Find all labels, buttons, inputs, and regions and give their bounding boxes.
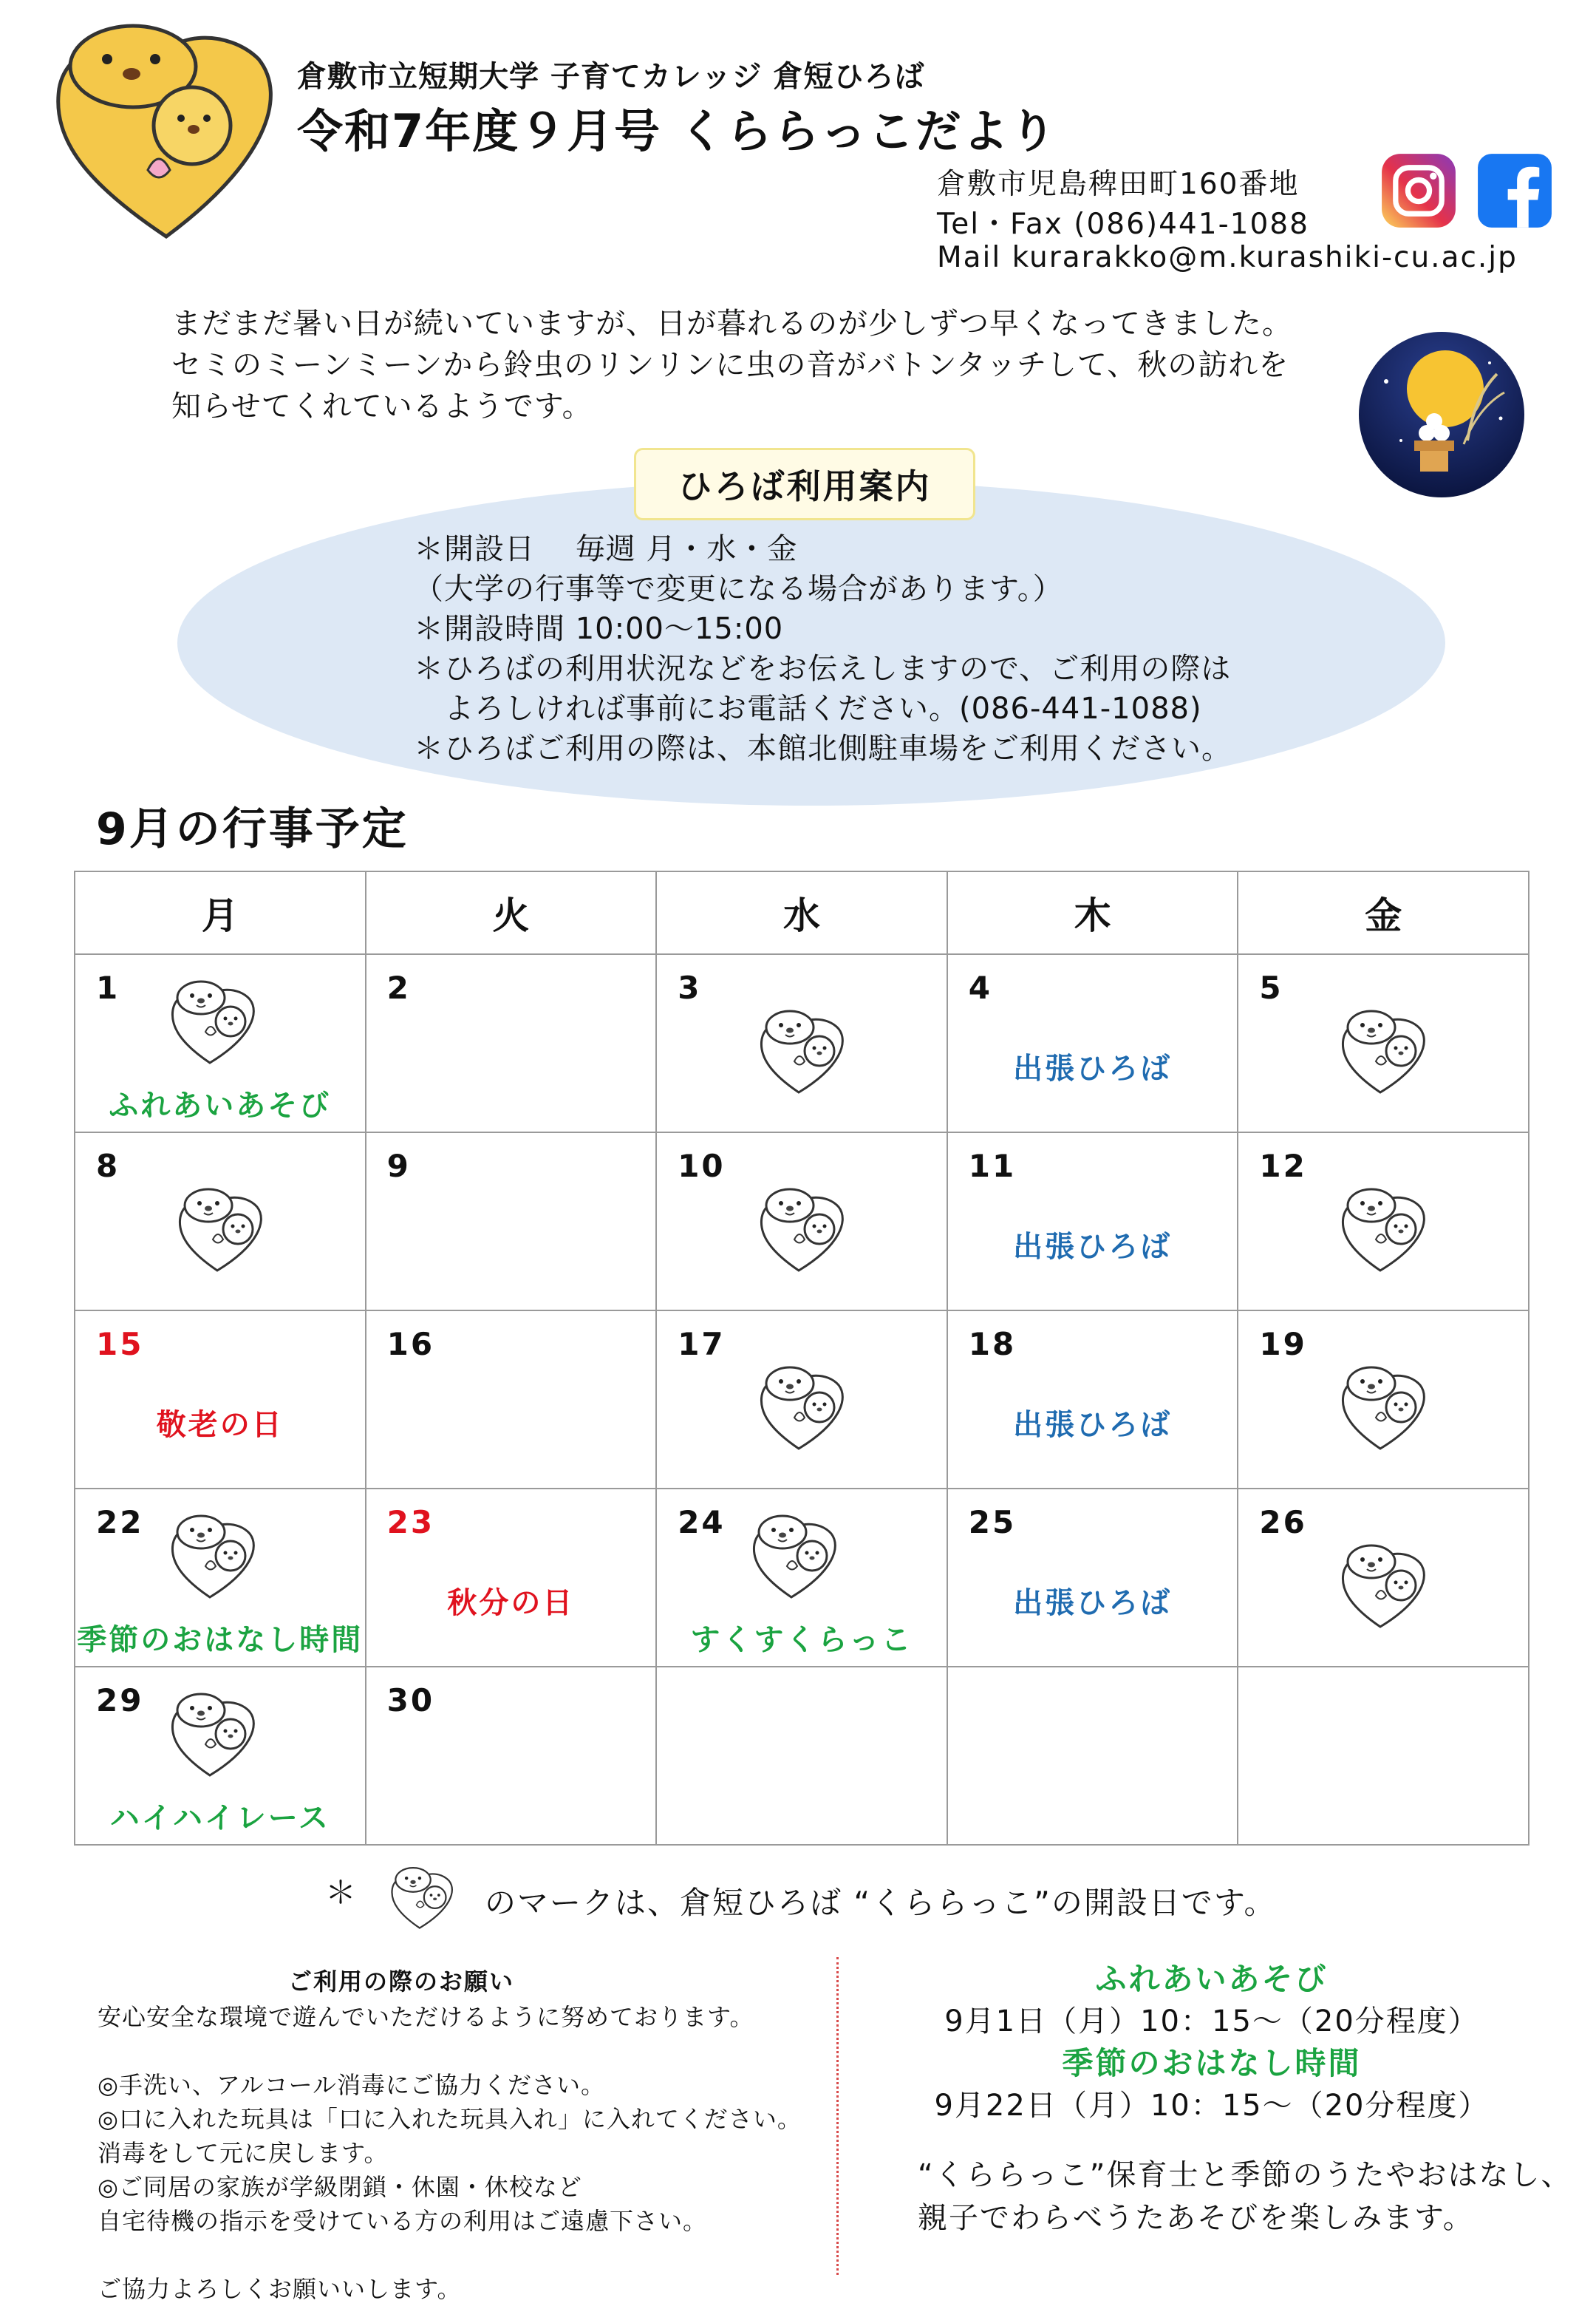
calendar-week-row [75, 1489, 1529, 1667]
weekday-header: 金 [1238, 871, 1529, 954]
day-number: 4 [968, 970, 993, 1006]
tel-fax: Tel・Fax (086)441-1088 [937, 208, 1309, 241]
notes-line: 安心安全な環境で遊んでいただけるように努めております。 [98, 2003, 754, 2031]
day-number: 24 [678, 1504, 726, 1540]
day-number: 22 [96, 1504, 144, 1540]
calendar-day-cell [366, 1667, 657, 1845]
calendar-day-cell [1238, 954, 1529, 1132]
newsletter-title: 令和7年度９月号 くららっこだより [297, 104, 1057, 158]
day-number: 9 [386, 1148, 411, 1184]
event-label: 出張ひろば [1013, 1230, 1173, 1264]
calendar-week-row [75, 1132, 1529, 1310]
intro-line: 知らせてくれているようです。 [171, 390, 593, 424]
day-number: 17 [678, 1326, 726, 1362]
legend-text: のマークは、倉短ひろば “くららっこ”の開設日です。 [485, 1885, 1277, 1921]
day-number: 23 [386, 1504, 435, 1540]
instagram-icon[interactable] [1380, 152, 1457, 229]
calendar-day-cell [366, 1489, 657, 1667]
guide-title: ひろば利用案内 [634, 448, 975, 520]
event-info [842, 1959, 1581, 2239]
event-desc-line: 親子でわらべうたあそびを楽しみます。 [918, 2201, 1474, 2235]
notes-title: ご利用の際のお願い [288, 1967, 515, 1996]
calendar-day-cell [366, 1310, 657, 1489]
event1-title: ふれあいあそび [1095, 1961, 1329, 1997]
calendar-day-cell [656, 1667, 947, 1845]
event2-title: 季節のおはなし時間 [1062, 2045, 1362, 2081]
weekday-header: 火 [366, 871, 657, 954]
calendar-day-cell [75, 1310, 366, 1489]
notes-line: ◎ご同居の家族が学級閉鎖・休園・休校など [98, 2173, 582, 2201]
schedule-title: 9月の行事予定 [96, 803, 409, 855]
intro-line: セミのミーンミーンから鈴虫のリンリンに虫の音がバトンタッチして、秋の訪れを [171, 348, 1289, 382]
weekday-header: 月 [75, 871, 366, 954]
legend-star: ＊ [325, 1874, 358, 1911]
address: 倉敷市児島稗田町160番地 [937, 168, 1300, 201]
mail-address[interactable]: Mail kurarakko@m.kurashiki-cu.ac.jp [937, 241, 1518, 274]
notes-line: ◎手洗い、アルコール消毒にご協力ください。 [98, 2071, 606, 2099]
calendar-day-cell [656, 1132, 947, 1310]
calendar-week-row [75, 954, 1529, 1132]
otter-mark-icon [1334, 1538, 1434, 1630]
guide-line: よろしければ事前にお電話ください。(086-441-1088) [414, 692, 1202, 726]
calendar-day-cell [947, 1310, 1238, 1489]
calendar-day-cell [366, 1132, 657, 1310]
otter-logo-icon [44, 15, 288, 244]
day-number: 30 [386, 1682, 435, 1718]
event2-time: 9月22日（月）10：15～（20分程度） [934, 2089, 1490, 2123]
event-label: ハイハイレース [109, 1801, 330, 1835]
calendar-day-cell [75, 954, 366, 1132]
otter-mark-icon [164, 1509, 264, 1601]
weekday-header: 木 [947, 871, 1238, 954]
otter-mark-icon [753, 1182, 853, 1274]
calendar-day-cell [75, 1132, 366, 1310]
calendar-day-cell [947, 1667, 1238, 1845]
calendar-week-row [75, 1667, 1529, 1845]
newsletter-subtitle: 倉敷市立短期大学 子育てカレッジ 倉短ひろば [297, 60, 925, 94]
guide-details [414, 529, 1232, 769]
notes-line: 消毒をして元に戻します。 [98, 2139, 389, 2167]
day-number: 25 [968, 1504, 1017, 1540]
day-number: 8 [96, 1148, 120, 1184]
otter-mark-icon [746, 1509, 845, 1601]
guide-line: （大学の行事等で変更になる場合があります。） [414, 572, 1063, 606]
calendar-day-cell [1238, 1132, 1529, 1310]
day-number: 15 [96, 1326, 144, 1362]
guide-line: ＊開設時間 10:00～15:00 [414, 612, 784, 646]
day-number: 16 [386, 1326, 435, 1362]
calendar-week-row [75, 1310, 1529, 1489]
otter-mark-icon [386, 1861, 460, 1932]
calendar-day-cell [656, 1489, 947, 1667]
event-label: 秋分の日 [447, 1586, 575, 1620]
calendar-day-cell [1238, 1310, 1529, 1489]
event-label: ふれあいあそび [109, 1089, 332, 1123]
otter-mark-icon [1334, 1360, 1434, 1452]
day-number: 1 [96, 970, 120, 1006]
calendar-day-cell [656, 1310, 947, 1489]
day-number: 26 [1259, 1504, 1307, 1540]
column-divider [836, 1957, 839, 2275]
otter-mark-icon [1334, 1182, 1434, 1274]
day-number: 12 [1259, 1148, 1307, 1184]
otter-mark-icon [171, 1182, 271, 1274]
facebook-icon[interactable] [1476, 152, 1553, 229]
calendar-day-cell [1238, 1667, 1529, 1845]
calendar-day-cell [656, 954, 947, 1132]
intro-text [171, 303, 1292, 427]
event-desc-line: “くららっこ”保育士と季節のうたやおはなし、 [918, 2158, 1572, 2192]
notes-line [98, 2034, 802, 2068]
day-number: 2 [386, 970, 411, 1006]
calendar-table [74, 871, 1530, 1846]
day-number: 29 [96, 1682, 144, 1718]
event-label: 出張ひろば [1013, 1052, 1173, 1086]
otter-mark-icon [164, 974, 264, 1067]
guide-line: ＊開設日 毎週 月・水・金 [414, 532, 798, 566]
otter-mark-icon [753, 1360, 853, 1452]
intro-line: まだまだ暑い日が続いていますが、日が暮れるのが少しずつ早くなってきました。 [171, 307, 1292, 341]
event-description [842, 2154, 1581, 2239]
moon-viewing-icon [1357, 330, 1527, 500]
notes-line: ◎口に入れた玩具は「口に入れた玩具入れ」に入れてください。 [98, 2105, 802, 2133]
day-number: 10 [678, 1148, 726, 1184]
day-number: 3 [678, 970, 702, 1006]
calendar-day-cell [947, 954, 1238, 1132]
day-number: 19 [1259, 1326, 1307, 1362]
calendar-day-cell [947, 1489, 1238, 1667]
event-label: 敬老の日 [156, 1408, 284, 1442]
event1-time: 9月1日（月）10：15～（20分程度） [944, 2004, 1479, 2038]
calendar-day-cell [75, 1667, 366, 1845]
otter-mark-icon [1334, 1004, 1434, 1096]
event-label: 季節のおはなし時間 [77, 1623, 364, 1657]
guide-line: ＊ひろばご利用の際は、本館北側駐車場をご利用ください。 [414, 732, 1232, 766]
calendar-day-cell [366, 954, 657, 1132]
calendar-day-cell [947, 1132, 1238, 1310]
calendar-day-cell [75, 1489, 366, 1667]
event-label: 出張ひろば [1013, 1586, 1173, 1620]
notes-line: ご協力よろしくお願いいします。 [98, 2275, 462, 2303]
otter-mark-icon [164, 1687, 264, 1779]
guide-line: ＊ひろばの利用状況などをお伝えしますので、ご利用の際は [414, 652, 1232, 686]
event-label: 出張ひろば [1013, 1408, 1173, 1442]
notes-line [98, 2238, 802, 2272]
day-number: 5 [1259, 970, 1283, 1006]
otter-mark-icon [753, 1004, 853, 1096]
notes-list [98, 2000, 802, 2306]
event-label: すくすくらっこ [690, 1623, 913, 1657]
day-number: 18 [968, 1326, 1017, 1362]
day-number: 11 [968, 1148, 1017, 1184]
notes-line: 自宅待機の指示を受けている方の利用はご遠慮下さい。 [98, 2207, 708, 2235]
calendar-day-cell [1238, 1489, 1529, 1667]
weekday-header: 水 [656, 871, 947, 954]
